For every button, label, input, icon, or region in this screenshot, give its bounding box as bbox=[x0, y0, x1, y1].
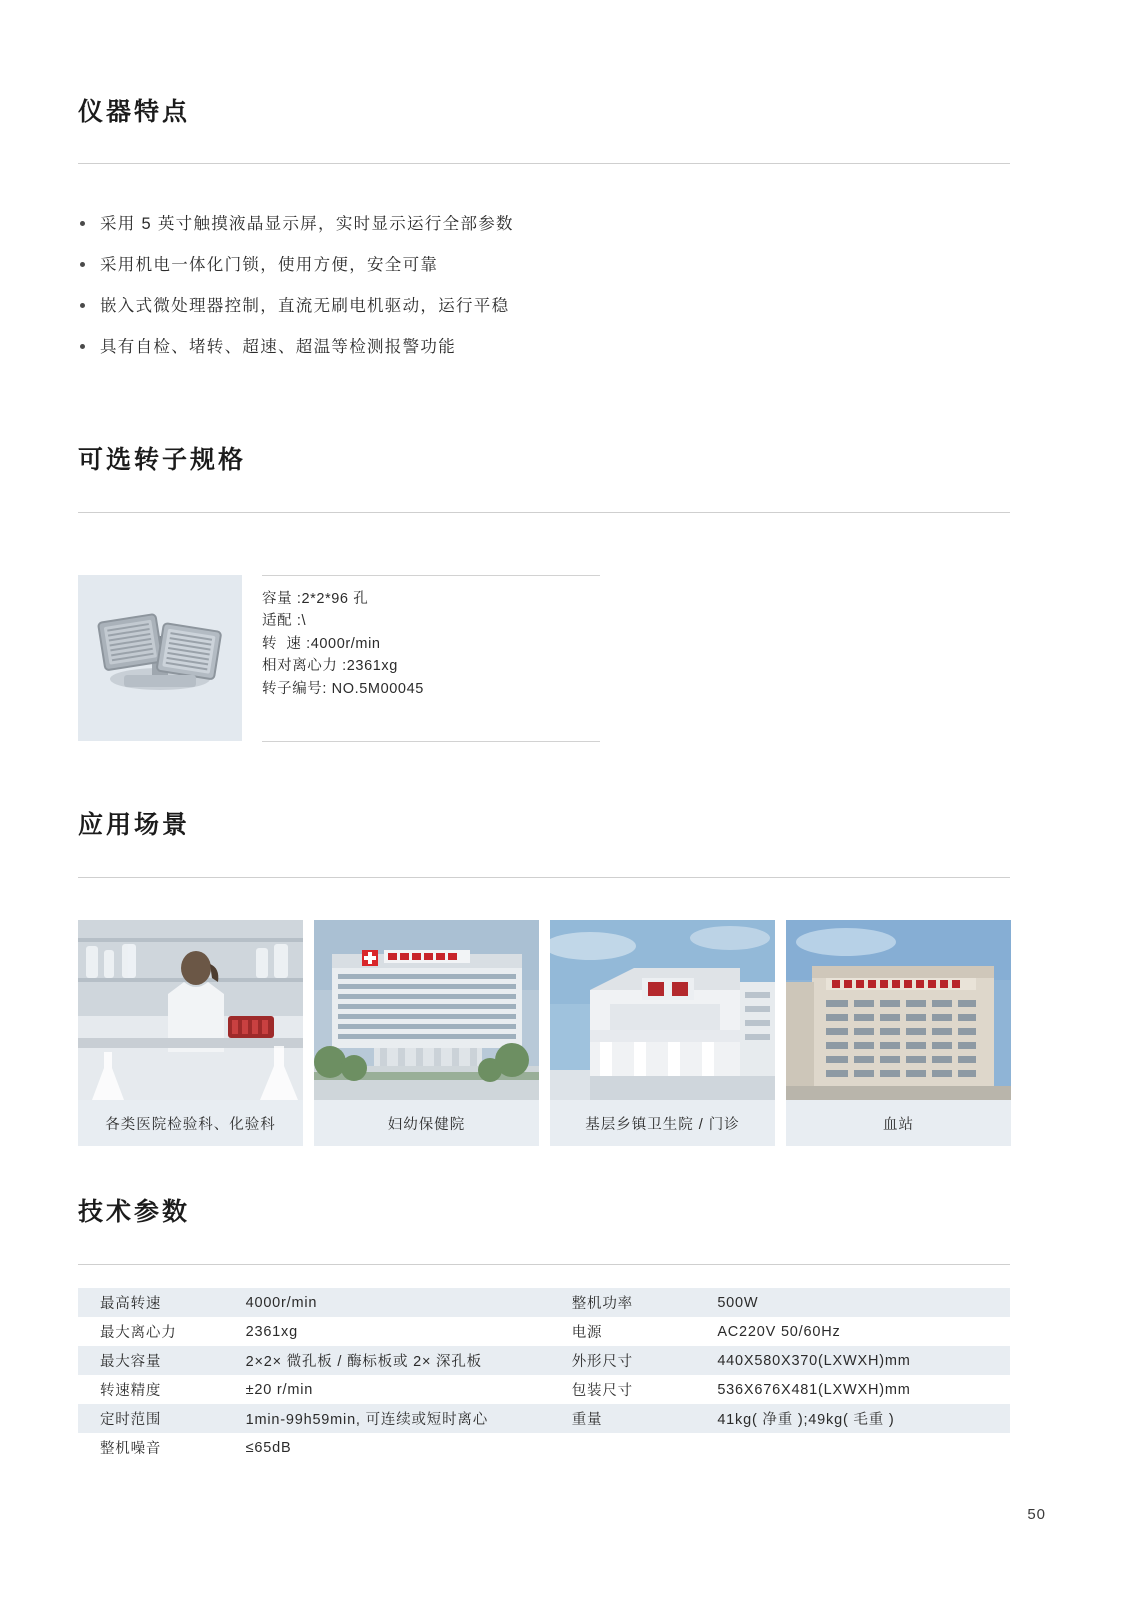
rotor-adapter: 适配 :\ bbox=[262, 613, 307, 630]
scene-caption: 基层乡镇卫生院 / 门诊 bbox=[550, 1100, 775, 1146]
spec-value: 2361xg bbox=[246, 1317, 554, 1346]
spec-key: 电源 bbox=[554, 1317, 718, 1346]
feature-list bbox=[78, 213, 1010, 377]
spec-value: 4000r/min bbox=[246, 1288, 554, 1317]
spec-value: ±20 r/min bbox=[246, 1375, 554, 1404]
list-item bbox=[78, 213, 1010, 236]
rotor-spec-block bbox=[262, 575, 600, 700]
list-item bbox=[78, 336, 1010, 359]
scene-caption: 血站 bbox=[786, 1100, 1011, 1146]
rotor-rcf: 相对离心力 :2361xg bbox=[262, 658, 398, 675]
spec-value: 1min-99h59min, 可连续或短时离心 bbox=[246, 1404, 554, 1433]
table-row bbox=[78, 1404, 1010, 1433]
page-title-scenes: 应用场景 bbox=[78, 811, 191, 839]
table-row bbox=[78, 1288, 1010, 1317]
scene-card-lab bbox=[78, 920, 303, 1146]
page-title-rotor: 可选转子规格 bbox=[78, 446, 247, 474]
spec-table bbox=[78, 1288, 1010, 1462]
scene-caption: 妇幼保健院 bbox=[314, 1100, 539, 1146]
feature-text: 采用机电一体化门锁，使用方便，安全可靠 bbox=[100, 256, 439, 275]
feature-text: 具有自检、堵转、超速、超温等检测报警功能 bbox=[100, 338, 456, 357]
divider-specs bbox=[78, 1264, 1010, 1265]
divider-features bbox=[78, 163, 1010, 164]
divider-top bbox=[262, 575, 600, 576]
rotor-number: 转子编号: NO.5M00045 bbox=[262, 680, 424, 697]
scene-card-blood-station bbox=[786, 920, 1011, 1146]
spec-key: 最高转速 bbox=[78, 1288, 246, 1317]
page-title-features: 仪器特点 bbox=[78, 98, 191, 126]
scene-image-blood-station bbox=[786, 920, 1011, 1100]
table-row bbox=[78, 1346, 1010, 1375]
spec-value: 2×2× 微孔板 / 酶标板或 2× 深孔板 bbox=[246, 1346, 554, 1375]
rotor-image bbox=[78, 575, 242, 741]
page-number: 50 bbox=[1027, 1506, 1046, 1523]
spec-value: 41kg( 净重 );49kg( 毛重 ) bbox=[717, 1404, 1010, 1433]
scene-card-maternity bbox=[314, 920, 539, 1146]
feature-text: 嵌入式微处理器控制，直流无刷电机驱动，运行平稳 bbox=[100, 297, 510, 316]
spec-key: 转速精度 bbox=[78, 1375, 246, 1404]
list-item bbox=[78, 254, 1010, 277]
scene-image-clinic bbox=[550, 920, 775, 1100]
table-row bbox=[78, 1317, 1010, 1346]
table-row bbox=[78, 1433, 1010, 1462]
rotor-speed: 转 速 :4000r/min bbox=[262, 635, 381, 652]
spec-value: 536X676X481(LXWXH)mm bbox=[717, 1375, 1010, 1404]
scene-gallery bbox=[78, 920, 1010, 1146]
spec-key bbox=[554, 1433, 718, 1462]
spec-key: 整机功率 bbox=[554, 1288, 718, 1317]
divider-bottom bbox=[262, 741, 600, 742]
table-row bbox=[78, 1375, 1010, 1404]
spec-key: 重量 bbox=[554, 1404, 718, 1433]
spec-value bbox=[717, 1433, 1010, 1462]
spec-key: 包装尺寸 bbox=[554, 1375, 718, 1404]
spec-value: ≤65dB bbox=[246, 1433, 554, 1462]
bullet-icon bbox=[80, 221, 85, 226]
list-item bbox=[78, 295, 1010, 318]
rotor-capacity: 容量 :2*2*96 孔 bbox=[262, 591, 369, 607]
bullet-icon bbox=[80, 262, 85, 267]
divider-rotor bbox=[78, 512, 1010, 513]
spec-key: 最大离心力 bbox=[78, 1317, 246, 1346]
bullet-icon bbox=[80, 344, 85, 349]
spec-key: 整机噪音 bbox=[78, 1433, 246, 1462]
bullet-icon bbox=[80, 303, 85, 308]
scene-card-clinic bbox=[550, 920, 775, 1146]
scene-caption: 各类医院检验科、化验科 bbox=[78, 1100, 303, 1146]
spec-value: 500W bbox=[717, 1288, 1010, 1317]
feature-text: 采用 5 英寸触摸液晶显示屏，实时显示运行全部参数 bbox=[100, 215, 514, 233]
scene-image-lab bbox=[78, 920, 303, 1100]
spec-value: 440X580X370(LXWXH)mm bbox=[717, 1346, 1010, 1375]
spec-key: 外形尺寸 bbox=[554, 1346, 718, 1375]
scene-image-maternity bbox=[314, 920, 539, 1100]
page-title-specs: 技术参数 bbox=[78, 1198, 191, 1226]
spec-key: 定时范围 bbox=[78, 1404, 246, 1433]
divider-scenes bbox=[78, 877, 1010, 878]
spec-key: 最大容量 bbox=[78, 1346, 246, 1375]
spec-value: AC220V 50/60Hz bbox=[717, 1317, 1010, 1346]
